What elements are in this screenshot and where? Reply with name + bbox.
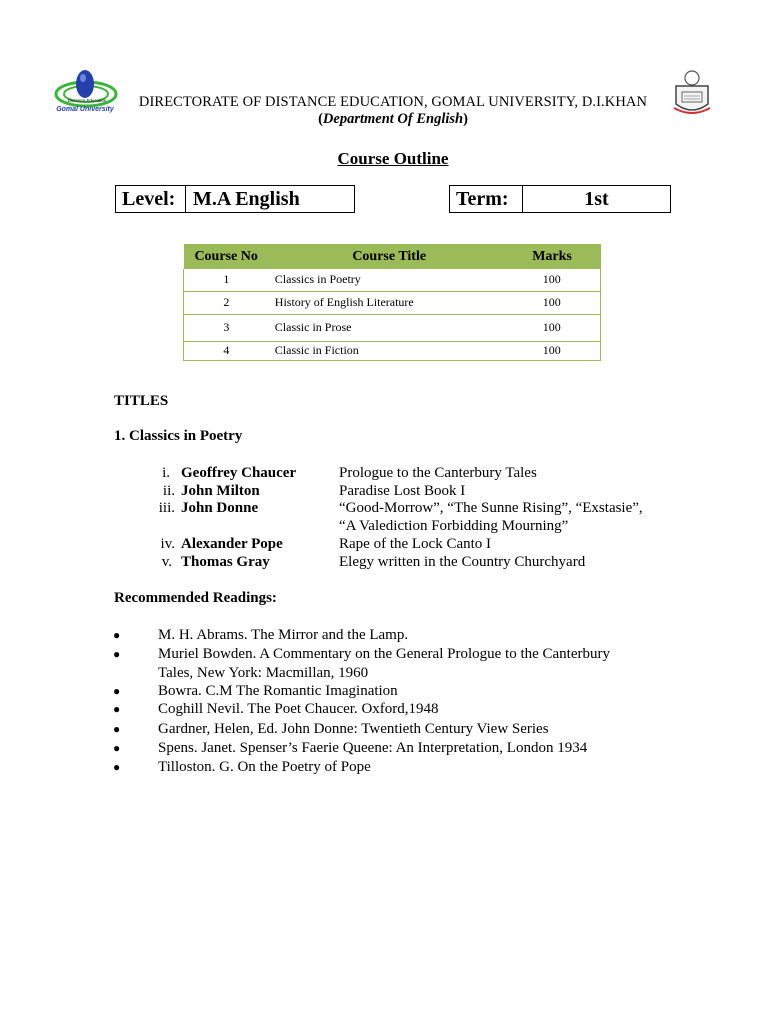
cell-course-no: 2 [184,291,269,314]
poet-work-continued: “A Valediction Forbidding Mourning” [339,518,569,534]
poet-name: John Donne [181,500,259,516]
svg-text:Gomal University: Gomal University [56,106,114,113]
poet-name: Alexander Pope [181,536,283,552]
poet-work: Prologue to the Canterbury Tales [339,465,537,481]
reading-text: Tilloston. G. On the Poetry of Pope [158,759,371,775]
titles-heading: TITLES [114,393,169,409]
reading-text: M. H. Abrams. The Mirror and the Lamp. [158,627,409,643]
bullet-icon: ● [113,628,121,642]
term-label: Term: [449,185,523,213]
term-value: 1st [522,185,671,213]
poet-name: Thomas Gray [181,554,270,570]
svg-text:Distance Education: Distance Education [67,98,107,103]
bullet-icon: ● [113,647,121,661]
poet-work: Rape of the Lock Canto I [339,536,492,552]
bullet-icon: ● [113,722,121,736]
poet-name: Geoffrey Chaucer [181,465,297,481]
table-row [184,314,601,341]
reading-text: Coghill Nevil. The Poet Chaucer. Oxford,1948 [158,701,439,717]
poet-work: Paradise Lost Book I [339,483,466,499]
directorate-title: DIRECTORATE OF DISTANCE EDUCATION, GOMAL UNIVERSITY, D.I.KHAN [138,94,648,110]
table-row [184,269,601,291]
header-course-title: Course Title [269,245,504,270]
poet-work: “Good-Morrow”, “The Sunne Rising”, “Exstasie”, [339,500,643,516]
bullet-icon: ● [113,702,121,716]
item-number: iv. [160,536,175,552]
cell-course-no: 3 [184,314,269,341]
recommended-readings-heading: Recommended Readings: [114,590,277,606]
cell-marks: 100 [504,291,601,314]
reading-text: Gardner, Helen, Ed. John Donne: Twentieth Century View Series [158,721,549,737]
cell-course-title: Classics in Poetry [269,269,504,291]
reading-text: Muriel Bowden. A Commentary on the General Prologue to the Canterbury Tales, New York: Macmillan, 1960 [158,646,610,681]
table-row [184,341,601,360]
cell-course-no: 1 [184,269,269,291]
level-label: Level: [115,185,186,213]
cell-course-title: Classic in Prose [269,314,504,341]
course-table [183,244,601,361]
bullet-icon: ● [113,760,121,774]
cell-marks: 100 [504,314,601,341]
bullet-icon: ● [113,741,121,755]
department-subtitle: (Department Of English) [318,111,468,127]
table-row [184,291,601,314]
level-value: M.A English [185,185,355,213]
cell-course-no: 4 [184,341,269,360]
poet-work: Elegy written in the Country Churchyard [339,554,586,570]
item-number: iii. [158,500,175,516]
header-course-no: Course No [184,245,269,270]
university-seal [672,68,712,118]
course-outline-heading: Course Outline [337,149,449,168]
bullet-icon: ● [113,684,121,698]
table-header-row [184,245,601,270]
item-number: v. [161,554,172,570]
section-heading-classics-in-poetry: 1. Classics in Poetry [114,428,243,444]
item-number: i. [162,465,170,481]
poet-name: John Milton [181,483,260,499]
reading-text: Bowra. C.M The Romantic Imagination [158,683,398,699]
cell-marks: 100 [504,341,601,360]
header-marks: Marks [504,245,601,270]
cell-marks: 100 [504,269,601,291]
cell-course-title: History of English Literature [269,291,504,314]
item-number: ii. [162,483,175,499]
cell-course-title: Classic in Fiction [269,341,504,360]
reading-text: Spens. Janet. Spenser’s Faerie Queene: An Interpretation, London 1934 [158,740,588,756]
